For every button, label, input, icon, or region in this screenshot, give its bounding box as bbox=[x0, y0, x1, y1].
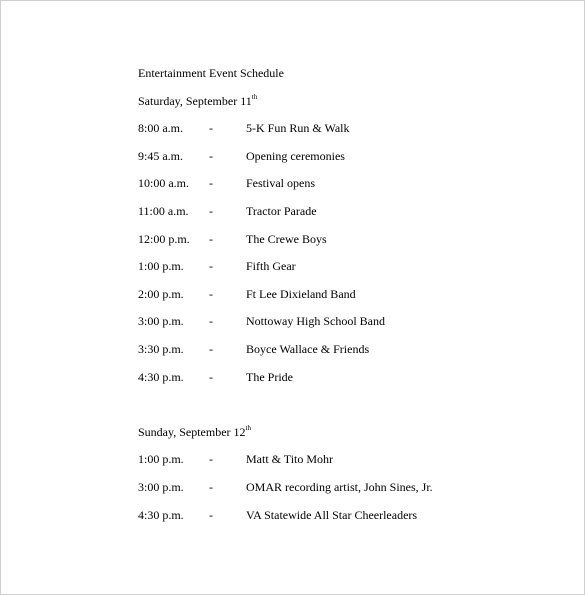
event-name: The Pride bbox=[246, 370, 293, 384]
event-name: OMAR recording artist, John Sines, Jr. bbox=[246, 480, 433, 494]
event-time: 3:00 p.m. bbox=[138, 480, 184, 494]
separator-dash: - bbox=[209, 232, 213, 246]
document-title: Entertainment Event Schedule bbox=[138, 66, 284, 80]
schedule-row bbox=[1, 508, 584, 522]
schedule-row bbox=[1, 149, 584, 163]
event-time: 4:30 p.m. bbox=[138, 370, 184, 384]
event-name: Ft Lee Dixieland Band bbox=[246, 287, 356, 301]
schedule-row bbox=[1, 121, 584, 135]
schedule-row bbox=[1, 204, 584, 218]
schedule-row bbox=[1, 370, 584, 384]
event-time: 4:30 p.m. bbox=[138, 508, 184, 522]
event-name: Matt & Tito Mohr bbox=[246, 452, 334, 466]
schedule-row bbox=[1, 287, 584, 301]
event-time: 1:00 p.m. bbox=[138, 259, 184, 273]
schedule-row bbox=[1, 176, 584, 190]
day-heading-label: Sunday, September 12 bbox=[138, 425, 246, 439]
event-name: 5-K Fun Run & Walk bbox=[246, 121, 350, 135]
schedule-row bbox=[1, 452, 584, 466]
event-name: VA Statewide All Star Cheerleaders bbox=[246, 508, 418, 522]
event-name: Festival opens bbox=[246, 176, 315, 190]
separator-dash: - bbox=[209, 314, 213, 328]
event-time: 12:00 p.m. bbox=[138, 232, 190, 246]
schedule-row bbox=[1, 232, 584, 246]
separator-dash: - bbox=[209, 480, 213, 494]
event-time: 2:00 p.m. bbox=[138, 287, 184, 301]
schedule-row bbox=[1, 342, 584, 356]
separator-dash: - bbox=[209, 176, 213, 190]
event-name: Opening ceremonies bbox=[246, 149, 345, 163]
separator-dash: - bbox=[209, 149, 213, 163]
event-time: 3:00 p.m. bbox=[138, 314, 184, 328]
separator-dash: - bbox=[209, 342, 213, 356]
separator-dash: - bbox=[209, 287, 213, 301]
schedule-row bbox=[1, 480, 584, 494]
event-time: 8:00 a.m. bbox=[138, 121, 183, 135]
event-time: 11:00 a.m. bbox=[138, 204, 189, 218]
separator-dash: - bbox=[209, 121, 213, 135]
day-heading-saturday bbox=[138, 94, 257, 108]
day-heading-suffix: th bbox=[251, 93, 258, 101]
event-name: Fifth Gear bbox=[246, 259, 296, 273]
day-heading-suffix: th bbox=[245, 424, 251, 432]
event-time: 10:00 a.m. bbox=[138, 176, 189, 190]
separator-dash: - bbox=[209, 370, 213, 384]
day-heading-label: Saturday, September 11 bbox=[138, 94, 252, 108]
event-name: The Crewe Boys bbox=[246, 232, 327, 246]
schedule-row bbox=[1, 259, 584, 273]
separator-dash: - bbox=[209, 452, 213, 466]
event-name: Boyce Wallace & Friends bbox=[246, 342, 370, 356]
day-heading-sunday bbox=[138, 425, 251, 439]
separator-dash: - bbox=[209, 508, 213, 522]
event-time: 9:45 a.m. bbox=[138, 149, 183, 163]
separator-dash: - bbox=[209, 204, 213, 218]
separator-dash: - bbox=[209, 259, 213, 273]
event-name: Nottoway High School Band bbox=[246, 314, 385, 328]
event-name: Tractor Parade bbox=[246, 204, 317, 218]
event-time: 1:00 p.m. bbox=[138, 452, 184, 466]
event-time: 3:30 p.m. bbox=[138, 342, 184, 356]
schedule-row bbox=[1, 314, 584, 328]
